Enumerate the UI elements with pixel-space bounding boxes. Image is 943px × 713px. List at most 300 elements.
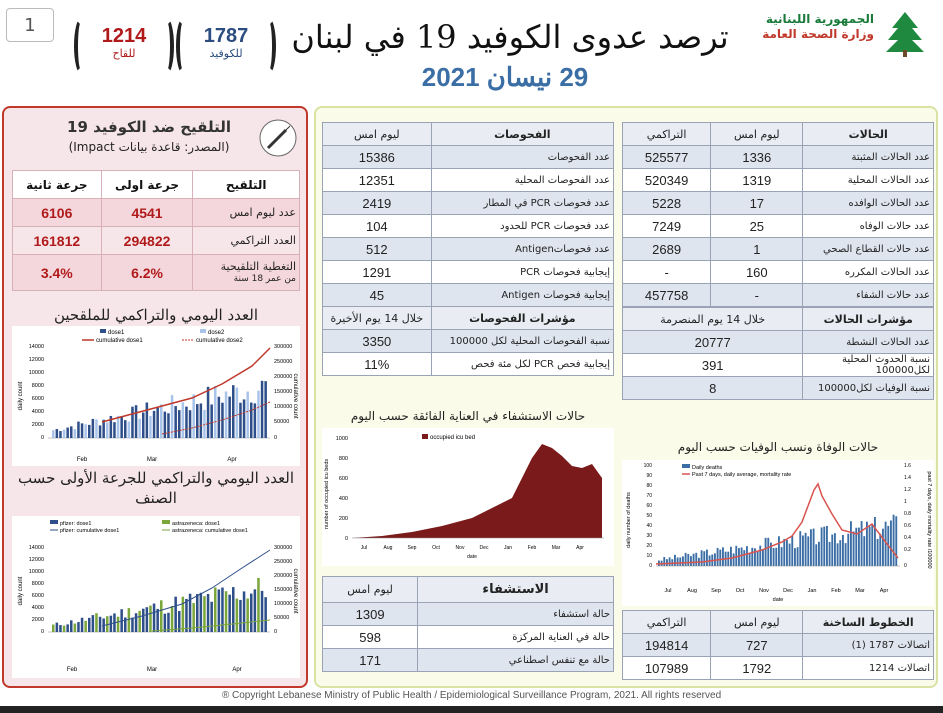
chart-bar [81,618,84,632]
bottom-bar [0,706,943,713]
table-row: عدد الحالات الوافده 17 5228 [623,192,934,215]
chart-bar [214,386,217,438]
chart-bar [232,587,235,632]
chart-bar [845,543,847,566]
chart-bar [797,547,799,566]
svg-text:50000: 50000 [274,615,290,621]
svg-text:4000: 4000 [31,605,44,611]
chart-bar [59,625,62,632]
table-row: عدد الحالات المكرره 160 - [623,261,934,284]
chart-bar [210,404,213,438]
svg-text:4000: 4000 [31,409,44,415]
chart-bar [95,419,98,438]
table-row: نسبة الحدوث المحلية لكل100000 391 [623,354,934,377]
chart-bar [66,428,69,438]
chart-bar [693,554,695,566]
chart-bar [250,403,253,438]
svg-text:Apr: Apr [232,667,242,673]
svg-text:100000: 100000 [274,404,293,410]
chart-bar [131,407,134,438]
chart-bar [685,553,687,566]
chart-bar [192,394,195,438]
chart-bar [690,556,692,566]
chart-bar [88,618,91,632]
table-row: إيجابية فحوصات Antigen 45 [323,284,614,307]
chart-bar [815,544,817,566]
chart-bar [818,542,820,566]
chart-bar [890,520,892,566]
chart-bar [791,536,793,566]
svg-text:Aug: Aug [383,545,393,551]
chart-bar [786,540,788,566]
chart-bar [182,597,185,632]
svg-text:astrazeneca: cumulative dose1: astrazeneca: cumulative dose1 [172,528,248,534]
page-title: ترصد عدوى الكوفيد 19 في لبنان [291,18,729,56]
chart-bar [669,557,671,566]
svg-text:cumulative dose2: cumulative dose2 [196,338,243,344]
chart-bar [95,613,98,632]
chart-bar [66,624,69,632]
svg-text:250000: 250000 [274,359,293,365]
svg-text:300000: 300000 [274,344,293,350]
svg-text:50: 50 [646,513,652,519]
chart-bar [84,424,87,438]
chart-bar [695,553,697,566]
table-row: نسبة الفحوصات المحلية لكل 100000 3350 [323,330,614,353]
chart-bar [893,515,895,566]
svg-text:20: 20 [646,543,652,549]
svg-text:Nov: Nov [759,588,769,594]
table-row: حالة مع تنفس اصطناعي 171 [323,649,614,672]
chart-bar [802,536,804,566]
chart-bar [164,614,167,632]
cases-table: الحالات ليوم امس التراكمي عدد الحالات المثبتة 1336 525577 عدد الحالات المحلية 1319 520349 عدد الحالات الوافده 17 5228 عدد حالات الوفاه 25 7249 عدد حالات القطاع الصحي 1 2689 عدد الحالات المكرره 160 - عدد حالات الشفاء - 457758 مؤشرات الحالات خلال 14 يوم المنصرمة عدد الحالات النشطة 20777 نسبة الحدوث المحلية لكل100000 391 نسبة الوفيات لكل100000 8 [622,122,934,400]
chart-bar [762,549,764,566]
chart-bar [821,527,823,566]
svg-text:daily count: daily count [18,576,24,606]
chart-bar [232,385,235,438]
chart-bar [70,620,73,632]
svg-text:10000: 10000 [28,569,44,575]
svg-text:0: 0 [274,629,278,635]
svg-text:Feb: Feb [831,588,841,594]
svg-text:200000: 200000 [274,573,293,579]
chart-bar [741,547,743,566]
svg-text:6000: 6000 [31,593,44,599]
vaccination-header-dose2: جرعة ثانية [13,171,102,199]
table-row: عدد الحالات المحلية 1319 520349 [623,169,934,192]
svg-text:2000: 2000 [31,617,44,623]
svg-text:100000: 100000 [274,601,293,607]
chart-bar [167,413,170,438]
table-row: التغطية التلقيحية من عمر 18 سنة 6.2% 3.4% [13,255,300,291]
chart-bar [77,422,80,438]
svg-text:Oct: Oct [432,545,440,551]
chart-bar [765,538,767,566]
svg-text:12000: 12000 [28,357,44,363]
svg-text:Jul: Jul [664,588,672,594]
chart-bar [701,550,703,566]
svg-text:300000: 300000 [274,545,293,551]
svg-text:Feb: Feb [527,545,537,551]
chart-bar [799,531,801,566]
table-row: عدد الفحوصات المحلية 12351 [323,169,614,192]
chart-bar [706,550,708,566]
chart-bar [117,617,120,632]
hotline-covid-label: للكوفيد [209,47,243,60]
chart-bar [138,419,141,438]
chart-bar [826,526,828,566]
svg-text:8000: 8000 [31,581,44,587]
svg-text:number of occupied icu beds: number of occupied icu beds [324,458,330,530]
svg-text:cumulative count: cumulative count [292,373,298,419]
svg-text:2000: 2000 [31,422,44,428]
chart-bar [182,402,185,438]
svg-text:Mar: Mar [146,667,158,673]
svg-text:8000: 8000 [31,383,44,389]
chart-bar [778,536,780,566]
svg-text:6000: 6000 [31,396,44,402]
svg-text:Feb: Feb [76,457,88,463]
svg-text:dose2: dose2 [208,330,225,336]
table-row: اتصالات 1787 (1) 727 194814 [623,634,934,657]
svg-text:0: 0 [40,435,44,441]
svg-text:0: 0 [274,435,278,441]
chart-bar [749,553,751,566]
chart-bar [56,623,59,632]
svg-text:400: 400 [338,496,348,502]
svg-text:1.4: 1.4 [904,475,911,481]
chart-bar [138,611,141,632]
chart-bar [257,391,260,438]
chart-bar [52,430,55,438]
svg-text:Apr: Apr [879,588,889,594]
chart1-title: العدد اليومي والتراكمي للملقحين [53,306,259,324]
svg-text:14000: 14000 [28,344,44,350]
chart-bar [682,556,684,566]
chart-bar [225,391,228,438]
chart-bar [861,521,863,566]
chart-bar [185,407,188,438]
chart-bar [128,422,131,438]
svg-text:past 7 days, daily mortality r: past 7 days, daily mortality rate /100000 [926,471,932,569]
surveillance-panel [314,106,938,688]
chart-bar [757,552,759,566]
svg-text:150000: 150000 [274,587,293,593]
chart-bar [149,416,152,438]
chart-bar [70,426,73,438]
hospital-table: الاستشفاء ليوم امس حالة استشفاء 1309 حالة في العناية المركزة 598 حالة مع تنفس اصطناعي 171 [322,576,614,672]
chart-bar [674,555,676,566]
chart-bar [59,431,62,438]
chart-bar [837,543,839,566]
chart-bar [63,430,66,438]
hotlines-table: الخطوط الساخنة ليوم امس التراكمي اتصالات 1787 (1) 727 194814 اتصالات 1214 1792 107989 [622,610,934,680]
chart-bar [663,557,665,566]
chart-bar [120,416,123,438]
vaccination-panel [2,106,308,688]
chart-bar [677,557,679,566]
chart-bar [92,615,95,632]
ministry-name [744,12,874,42]
svg-text:1.2: 1.2 [904,487,911,493]
hotline-vaccine [74,18,174,74]
svg-text:0.4: 0.4 [904,535,911,541]
chart-bar [63,626,66,632]
chart-bar [759,546,761,566]
chart-bar [823,527,825,566]
svg-text:daily count: daily count [18,381,24,411]
chart-bar [131,618,134,632]
svg-text:0.6: 0.6 [904,523,911,529]
chart-bar [842,535,844,566]
chart-bar [775,548,777,566]
chart-bar [243,399,246,438]
chart-bar [781,547,783,566]
svg-text:250000: 250000 [274,559,293,565]
svg-text:1000: 1000 [335,436,348,442]
chart-bar [853,531,855,566]
svg-text:cumulative dose1: cumulative dose1 [96,338,143,344]
syringe-icon [258,118,298,158]
svg-text:Mar: Mar [551,545,561,551]
svg-text:600: 600 [338,476,348,482]
svg-text:0.8: 0.8 [904,511,911,517]
chart-bar [243,591,246,632]
svg-text:Mar: Mar [146,457,158,463]
vaccination-source: (المصدر: قاعدة بيانات Impact) [68,140,230,154]
vaccination-header-label: التلقيح [193,171,300,199]
chart-bar [895,516,897,566]
chart-bar [92,419,95,438]
svg-text:daily number of deaths: daily number of deaths [626,492,632,548]
vaccination-title: التلقيح ضد الكوفيد 19 [67,118,231,136]
chart-bar [196,594,199,632]
svg-text:Mar: Mar [855,588,865,594]
table-row: نسبة الوفيات لكل100000 8 [623,377,934,400]
vaccination-daily-chart [12,326,300,466]
icu-chart-title: حالات الاستشفاء في العناية الفائقة حسب اليوم [350,409,586,423]
deaths-chart [622,460,934,606]
svg-text:Feb: Feb [66,667,78,673]
chart-bar [149,606,152,632]
chart-bar [210,602,213,632]
chart-bar [236,599,239,632]
chart-bar [687,554,689,566]
chart-bar [160,404,163,438]
chart-bar [869,527,871,566]
svg-text:30: 30 [646,533,652,539]
chart-bar [146,403,149,438]
chart-bar [717,548,719,566]
table-row: عدد الحالات النشطة 20777 [623,331,934,354]
vaccination-table [12,170,300,291]
table-row: عدد فحوصات PCR في المطار 2419 [323,192,614,215]
svg-text:Oct: Oct [735,588,745,594]
table-row: عدد حالات القطاع الصحي 1 2689 [623,238,934,261]
chart-bar [153,604,156,632]
chart-bar [171,606,174,632]
chart-bar [807,536,809,566]
chart-bar [254,589,257,632]
svg-text:Apr: Apr [227,457,237,463]
svg-text:Sep: Sep [711,588,721,594]
ministry-line2: وزارة الصحة العامة [762,27,874,41]
table-row: عدد الحالات المثبتة 1336 525577 [623,146,934,169]
svg-text:Jul: Jul [360,545,368,551]
svg-text:0: 0 [649,563,652,569]
svg-text:0.2: 0.2 [904,547,911,553]
svg-text:10: 10 [646,553,652,559]
chart-bar [246,392,249,438]
svg-text:90: 90 [646,473,652,479]
chart-bar [113,422,116,438]
chart-bar [257,578,260,632]
chart-bar [722,547,724,566]
svg-text:50000: 50000 [274,419,290,425]
chart-bar [156,609,159,632]
hotline-vaccine-label: للقاح [112,47,136,60]
svg-text:200000: 200000 [274,374,293,380]
chart-bar [52,625,55,632]
chart-bar [88,425,91,438]
vaccination-header-dose1: جرعة اولى [101,171,193,199]
svg-text:800: 800 [338,456,348,462]
chart-bar [871,525,873,566]
svg-text:1: 1 [904,499,907,505]
chart-bar [250,594,253,632]
icu-chart [322,428,614,566]
chart-bar [239,600,242,632]
chart-bar [84,621,87,632]
svg-text:14000: 14000 [28,545,44,551]
chart-bar [207,387,210,438]
chart-bar [228,595,231,632]
table-row: عدد حالات الوفاه 25 7249 [623,215,934,238]
svg-text:1.6: 1.6 [904,463,911,469]
chart-bar [847,534,849,566]
ministry-line1: الجمهورية اللبنانية [765,12,874,26]
svg-text:Apr: Apr [576,545,584,551]
chart-bar [810,529,812,566]
table-row: عدد حالات الشفاء - 457758 [623,284,934,307]
svg-text:60: 60 [646,503,652,509]
svg-text:Jan: Jan [503,545,513,551]
chart-bar [236,388,239,438]
svg-text:date: date [772,597,784,603]
table-row: إيجابية فحص PCR لكل مئة فحص 11% [323,353,614,376]
chart-bar [135,405,138,438]
svg-text:Jan: Jan [807,588,817,594]
svg-text:Daily deaths: Daily deaths [692,465,723,471]
chart-bar [99,617,102,632]
svg-text:occupied icu bed: occupied icu bed [430,435,476,441]
chart-bar [730,547,732,566]
chart-bar [751,548,753,566]
table-row: عدد الفحوصات 15386 [323,146,614,169]
chart-bar [264,381,267,438]
chart-bar [106,422,109,438]
chart-bar [839,540,841,566]
chart-bar [874,517,876,566]
table-row: عدد فحوصاتAntigen 512 [323,238,614,261]
chart-bar [200,593,203,632]
chart-bar [74,624,77,632]
chart-bar [124,420,127,438]
svg-text:12000: 12000 [28,557,44,563]
chart-bar [882,529,884,566]
chart-bar [203,410,206,438]
chart-bar [264,597,267,632]
hotline-covid [176,18,276,74]
chart-bar [56,429,59,438]
vaccination-brand-chart [12,516,300,678]
chart-bar [239,403,242,438]
table-row: العدد التراكمي 294822 161812 [13,227,300,255]
chart-bar [160,600,163,632]
chart-bar [246,598,249,632]
chart-bar [789,544,791,566]
table-row: حالة في العناية المركزة 598 [323,626,614,649]
svg-text:Nov: Nov [455,545,465,551]
chart-bar [77,622,80,632]
svg-text:pfizer: dose1: pfizer: dose1 [60,521,92,527]
table-row: عدد فحوصات PCR للحدود 104 [323,215,614,238]
chart-bar [174,406,177,438]
svg-text:40: 40 [646,523,652,529]
chart-bar [794,548,796,566]
chart2-title: العدد اليومي والتراكمي للجرعة الأولى حسب الصنف [17,469,295,507]
chart-bar [877,539,879,566]
svg-text:date: date [467,554,477,560]
chart-bar [679,557,681,566]
svg-text:Dec: Dec [783,588,793,594]
chart-bar [142,413,145,438]
header [0,0,943,104]
chart-bar [767,538,769,566]
report-date: 29 نيسان 2021 [421,62,589,92]
chart-bar [666,559,668,566]
svg-text:200: 200 [338,516,348,522]
svg-text:0: 0 [344,536,348,542]
chart-bar [733,553,735,566]
chart-bar [261,381,264,438]
chart-bar [829,542,831,566]
chart-bar [746,546,748,566]
chart-bar [703,551,705,566]
svg-text:150000: 150000 [274,389,293,395]
chart-bar [773,548,775,566]
svg-text:cumulative count: cumulative count [292,568,298,614]
chart-bar [178,410,181,438]
chart-bar [863,536,865,566]
svg-text:0: 0 [40,629,44,635]
chart-bar [156,408,159,438]
chart-bar [783,539,785,566]
hotline-covid-number: 1787 [203,25,249,47]
svg-text:Aug: Aug [687,588,697,594]
chart-bar [117,416,120,438]
chart-bar [167,613,170,632]
svg-text:80: 80 [646,483,652,489]
chart-bar [218,397,221,438]
chart-bar [128,608,131,632]
cedar-logo-icon [880,8,930,58]
chart-bar [850,521,852,566]
page-number: 1 [6,8,54,42]
chart-bar [719,550,721,566]
chart-bar [81,423,84,438]
